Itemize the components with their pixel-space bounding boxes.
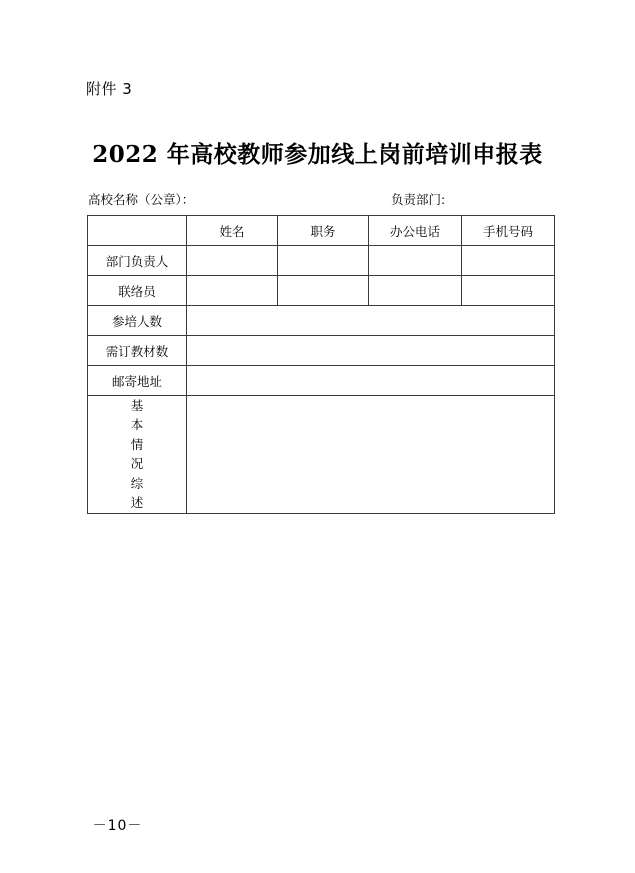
table-row (88, 366, 555, 396)
header-cell-mobile: 手机号码 (462, 216, 555, 246)
table-row (88, 336, 555, 366)
row-label-textbook-count: 需订教材数 (88, 336, 187, 366)
cell-liaison-office-phone[interactable] (369, 276, 462, 306)
page-title: 2022 年高校教师参加线上岗前培训申报表 (92, 141, 543, 168)
cell-liaison-mobile[interactable] (462, 276, 555, 306)
table-header-row (88, 216, 555, 246)
row-label-basic-summary-text: 基本情况综述 (130, 398, 144, 510)
row-label-mailing-address: 邮寄地址 (88, 366, 187, 396)
cell-head-position[interactable] (278, 246, 369, 276)
page-number-text: －10－ (92, 818, 143, 834)
header-cell-name: 姓名 (187, 216, 278, 246)
cell-liaison-name[interactable] (187, 276, 278, 306)
row-label-basic-summary (88, 396, 187, 514)
summary-row (88, 396, 555, 514)
cell-trainee-count[interactable] (187, 306, 555, 336)
row-label-trainee-count: 参培人数 (88, 306, 187, 336)
cell-basic-summary[interactable] (187, 396, 555, 514)
header-cell-position: 职务 (278, 216, 369, 246)
cell-head-name[interactable] (187, 246, 278, 276)
cell-head-mobile[interactable] (462, 246, 555, 276)
attachment-label: 附件 3 (86, 80, 133, 98)
school-name-label: 高校名称（公章）： (88, 192, 195, 207)
table-row (88, 276, 555, 306)
table-row (88, 306, 555, 336)
department-label: 负责部门: (391, 192, 446, 207)
cell-head-office-phone[interactable] (369, 246, 462, 276)
application-form-table (87, 215, 555, 514)
header-cell-blank (88, 216, 187, 246)
header-cell-office-phone: 办公电话 (369, 216, 462, 246)
row-label-department-head: 部门负责人 (88, 246, 187, 276)
cell-mailing-address[interactable] (187, 366, 555, 396)
cell-liaison-position[interactable] (278, 276, 369, 306)
row-label-liaison: 联络员 (88, 276, 187, 306)
table-row (88, 246, 555, 276)
page-number (0, 815, 635, 835)
cell-textbook-count[interactable] (187, 336, 555, 366)
